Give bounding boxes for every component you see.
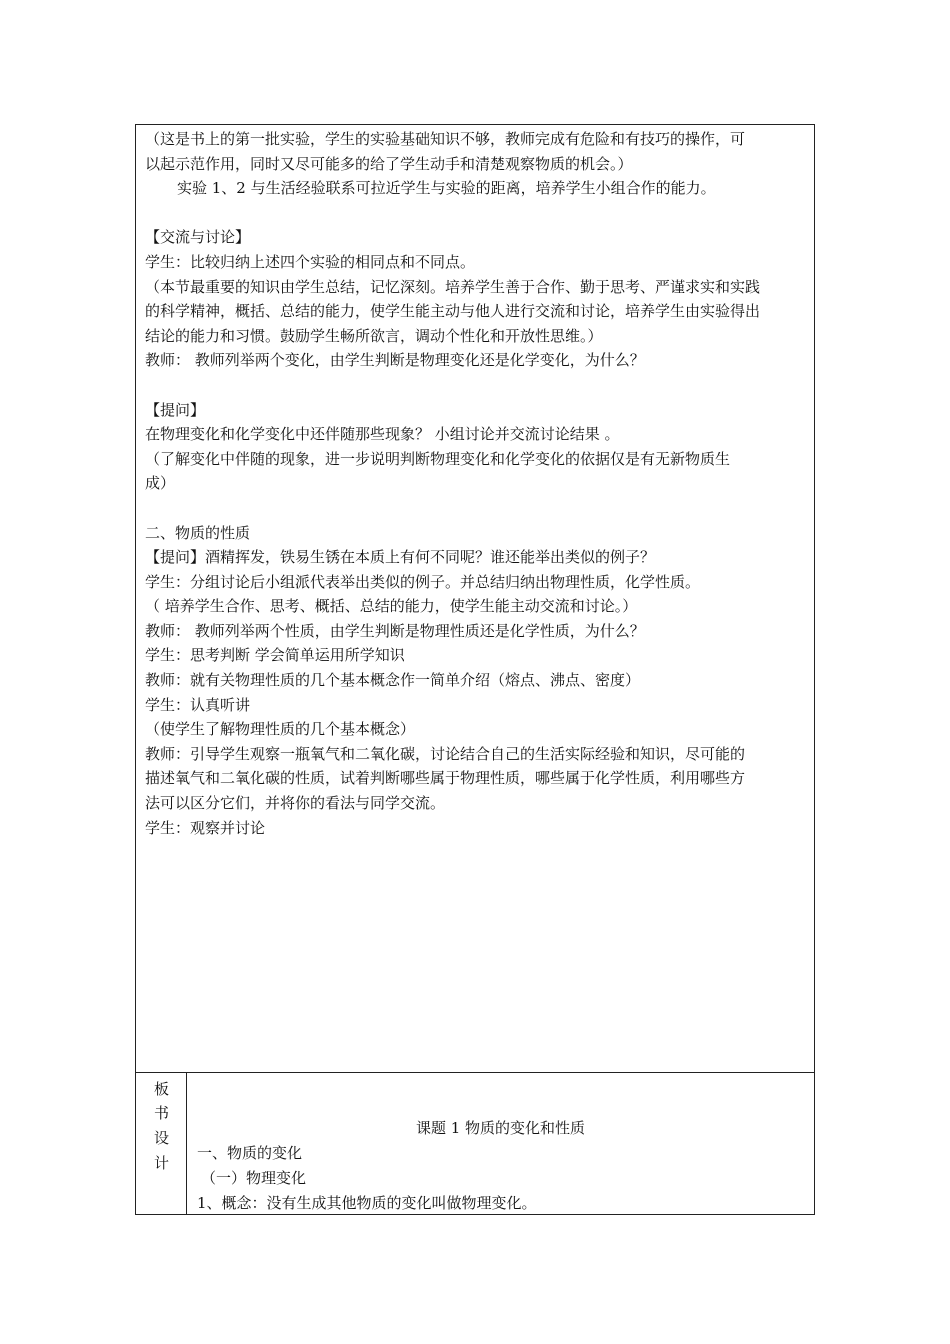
- text-line: 学生：观察并讨论: [145, 818, 266, 837]
- blank-line: [145, 496, 809, 521]
- text-line: 【提问】酒精挥发，铁易生锈在本质上有何不同呢？谁还能举出类似的例子？: [145, 548, 656, 567]
- blank-line: [145, 201, 809, 226]
- text-line: 以起示范作用，同时又尽可能多的给了学生动手和清楚观察物质的机会。）: [145, 154, 633, 173]
- text-line: 结论的能力和习惯。鼓励学生畅所欲言，调动个性化和开放性思维。）: [145, 326, 603, 345]
- teaching-process-text: [145, 127, 809, 840]
- text-line: （了解变化中伴随的现象，进一步说明判断物理变化和化学变化的依据仅是有无新物质生: [145, 449, 731, 468]
- text-line: 【提问】: [145, 400, 206, 419]
- blackboard-design-label-cell: [136, 1073, 187, 1214]
- text-line: 学生：认真听讲: [145, 695, 251, 714]
- text-line: 教师：引导学生观察一瓶氧气和二氧化碳，讨论结合自己的生活实际经验和知识，尽可能的: [145, 744, 746, 763]
- text-line: 实验 1、2 与生活经验联系可拉近学生与实验的距离，培养学生小组合作的能力。: [177, 179, 716, 198]
- text-line: 二、物质的性质: [145, 523, 251, 542]
- text-line: （ 培养学生合作、思考、概括、总结的能力，使学生能主动交流和讨论。）: [145, 597, 638, 616]
- label-char: 板: [153, 1080, 169, 1098]
- text-line: 在物理变化和化学变化中还伴随那些现象？ 小组讨论并交流讨论结果 。: [145, 425, 620, 444]
- text-line: （这是书上的第一批实验，学生的实验基础知识不够，教师完成有危险和有技巧的操作，可: [145, 130, 746, 148]
- text-line: 教师： 教师列举两个性质，由学生判断是物理性质还是化学性质，为什么？: [145, 621, 645, 640]
- board-title: 课题 1 物质的变化和性质: [415, 1119, 586, 1137]
- board-subheading: （一）物理变化: [201, 1169, 307, 1187]
- text-line: 学生：思考判断 学会简单运用所学知识: [145, 646, 405, 665]
- label-char: 设: [153, 1129, 169, 1147]
- board-definition: 1、概念：没有生成其他物质的变化叫做物理变化。: [197, 1194, 537, 1212]
- label-char: 书: [153, 1104, 169, 1122]
- text-line: 的科学精神，概括、总结的能力，使学生能主动与他人进行交流和讨论，培养学生由实验得出: [145, 302, 761, 321]
- text-line: 【交流与讨论】: [145, 228, 251, 247]
- text-line: （使学生了解物理性质的几个基本概念）: [145, 720, 416, 739]
- text-line: 学生：分组讨论后小组派代表举出类似的例子。并总结归纳出物理性质，化学性质。: [145, 572, 701, 591]
- text-line: （本节最重要的知识由学生总结，记忆深刻。培养学生善于合作、勤于思考、严谨求实和实践: [145, 277, 761, 296]
- text-line: 描述氧气和二氧化碳的性质，试着判断哪些属于物理性质，哪些属于化学性质，利用哪些方: [145, 769, 746, 788]
- label-char: 计: [153, 1154, 169, 1172]
- text-line: 教师：就有关物理性质的几个基本概念作一简单介绍（熔点、沸点、密度）: [145, 671, 641, 690]
- text-line: 成）: [145, 474, 176, 493]
- lesson-plan-table: [135, 124, 815, 1215]
- text-line: 教师： 教师列举两个变化，由学生判断是物理变化还是化学变化，为什么？: [145, 351, 645, 370]
- blackboard-design-content: [187, 1073, 814, 1214]
- blackboard-design-row: [136, 1073, 814, 1214]
- text-line: 学生：比较归纳上述四个实验的相同点和不同点。: [145, 252, 476, 271]
- teaching-process-cell: [136, 125, 814, 1073]
- blank-line: [145, 373, 809, 398]
- board-heading: 一、物质的变化: [197, 1144, 303, 1162]
- text-line: 法可以区分它们，并将你的看法与同学交流。: [145, 794, 446, 813]
